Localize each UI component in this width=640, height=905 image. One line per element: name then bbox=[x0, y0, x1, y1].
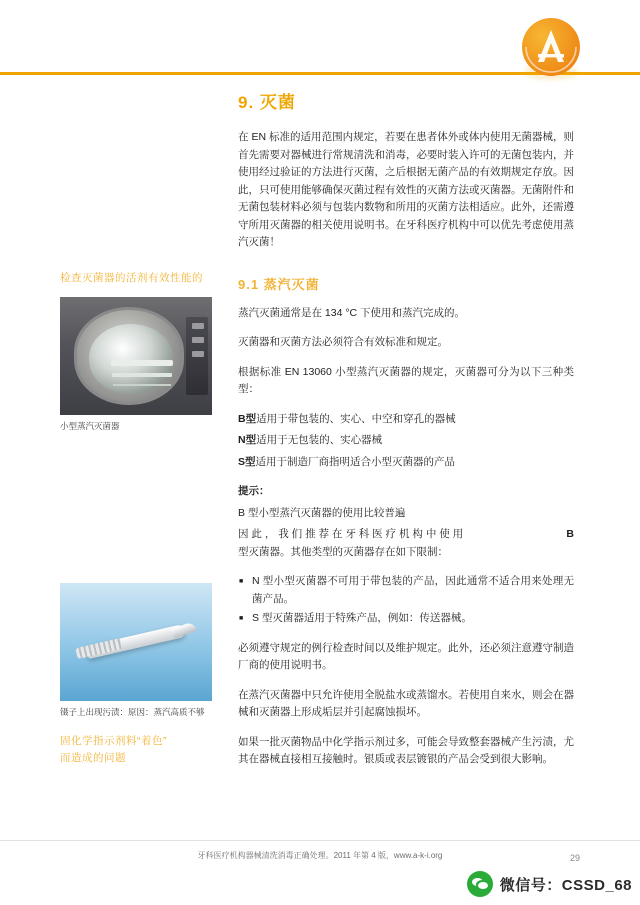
scalpel-tip bbox=[171, 621, 197, 639]
main-content bbox=[238, 88, 574, 781]
subsection-paragraph-1: 蒸汽灭菌通常是在 134 °C 下使用和蒸汽完成的。 bbox=[238, 306, 466, 319]
list-item: ■ N 型小型灭菌器不可用于带包装的产品，因此通常不适合用来处理无菌产品。 bbox=[252, 573, 574, 608]
closing-paragraph-3: 如果一批灭菌物品中化学指示剂过多，可能会导致整套器械产生污渍，尤其在器械直接相互接触时。银质或表层镀银的产品会受到很大影响。 bbox=[238, 735, 574, 765]
limitations-list bbox=[238, 573, 574, 628]
tip-line: B 型小型蒸汽灭菌器的使用比较普遍 bbox=[238, 506, 406, 519]
footer-source: 牙科医疗机构器械清洗消毒正确处理。2011 年第 4 版，www.a-k-i.org bbox=[197, 851, 443, 860]
autoclave-button bbox=[192, 351, 204, 357]
autoclave-door bbox=[74, 307, 184, 405]
subsection-paragraph-3: 根据标准 EN 13060 小型蒸汽灭菌器的规定，灭菌器可分为以下三种类型： bbox=[238, 365, 574, 395]
autoclave-glass bbox=[89, 324, 173, 394]
subsection-paragraph-2: 灭菌器和灭菌方法必须符合有效标准和规定。 bbox=[238, 336, 448, 348]
sterilizer-type-b bbox=[238, 411, 574, 429]
section-title: 9. 灭菌 bbox=[238, 93, 296, 112]
sidebar-caption-bottom-line2: 而造成的问题 bbox=[60, 752, 126, 764]
sidebar-caption-bottom-line1: 固化学指示剂料“着色” bbox=[60, 735, 167, 747]
recommendation-right: 型灭菌器。其他类型的灭菌器存在如下限制： bbox=[238, 545, 448, 558]
wechat-icon bbox=[467, 871, 493, 897]
subsection-title: 9.1 蒸汽灭菌 bbox=[238, 276, 320, 292]
closing-paragraph-2: 在蒸汽灭菌器中只允许使用全脱盐水或蒸馏水。若使用自来水，则会在器械和灭菌器上形成垢层并引起腐蚀损坏。 bbox=[238, 688, 574, 718]
footer-divider bbox=[0, 840, 640, 841]
sidebar-column bbox=[60, 270, 220, 767]
closing-paragraph-1: 必须遵守规定的例行检查时间以及维护规定。此外，还必须注意遵守制造厂商的使用说明书。 bbox=[238, 641, 574, 671]
type-code-n: N bbox=[238, 434, 246, 446]
watermark-bar bbox=[467, 871, 632, 897]
autoclave-button bbox=[192, 337, 204, 343]
recommendation-left: 因 此 ， 我 们 推 荐 在 牙 科 医 疗 机 构 中 使 用 bbox=[238, 528, 464, 540]
figure-caption-scalpel: 镊子上出现污渍：原因：蒸汽高质不够 bbox=[60, 707, 205, 717]
type-label-s: 型 bbox=[245, 455, 256, 468]
figure-scalpel bbox=[60, 583, 212, 719]
figure-autoclave bbox=[60, 297, 212, 433]
brand-logo bbox=[522, 18, 582, 78]
section-intro-paragraph: 在 EN 标准的适用范围内规定，若要在患者体外或体内使用无菌器械，则首先需要对器械进行常规清洗和消毒，必要时装入许可的无菌包装内，并使用经过验证的方法进行灭菌，之后根据无菌产品的有效期规定存放。因此，只可使用能够确保灭菌过程有效性的灭菌方法或灭菌器。无菌附件和无菌包装材料必须与包装内数物和所用的灭菌方法相适应。此外，还需遵守所用灭菌器的相关使用说明书。在牙科医疗机构中可以优先考虑使用蒸汽灭菌！ bbox=[238, 131, 574, 248]
recommendation-type-code: B bbox=[566, 528, 574, 540]
autoclave-photo bbox=[60, 297, 212, 415]
sterilizer-type-s bbox=[238, 454, 574, 472]
sterilizer-type-n bbox=[238, 432, 574, 450]
type-text-b: 适用于带包装的、实心、中空和穿孔的器械 bbox=[256, 412, 456, 425]
type-code-b: B bbox=[238, 412, 246, 425]
list-item: ■ S 型灭菌器适用于特殊产品，例如：传送器械。 bbox=[252, 610, 574, 628]
type-text-n: 适用于无包装的、实心器械 bbox=[256, 434, 383, 446]
page-number: 29 bbox=[569, 853, 580, 863]
tip-heading: 提示： bbox=[238, 485, 270, 497]
type-text-s: 适用于制造厂商指明适合小型灭菌器的产品 bbox=[255, 455, 456, 468]
logo-a-icon bbox=[522, 18, 580, 76]
figure-caption-autoclave: 小型蒸汽灭菌器 bbox=[60, 421, 120, 431]
watermark-label: 微信号：CSSD_68 bbox=[499, 876, 632, 894]
type-label-b: 型 bbox=[245, 412, 257, 425]
scalpel-photo bbox=[60, 583, 212, 701]
type-label-n: 型 bbox=[245, 434, 257, 446]
type-code-s: S bbox=[238, 455, 246, 468]
autoclave-rack bbox=[111, 360, 173, 366]
autoclave-button bbox=[192, 323, 204, 329]
sidebar-caption-top: 检查灭菌器的活剂有效性能的 bbox=[60, 272, 203, 284]
recommendation-line bbox=[238, 526, 574, 544]
